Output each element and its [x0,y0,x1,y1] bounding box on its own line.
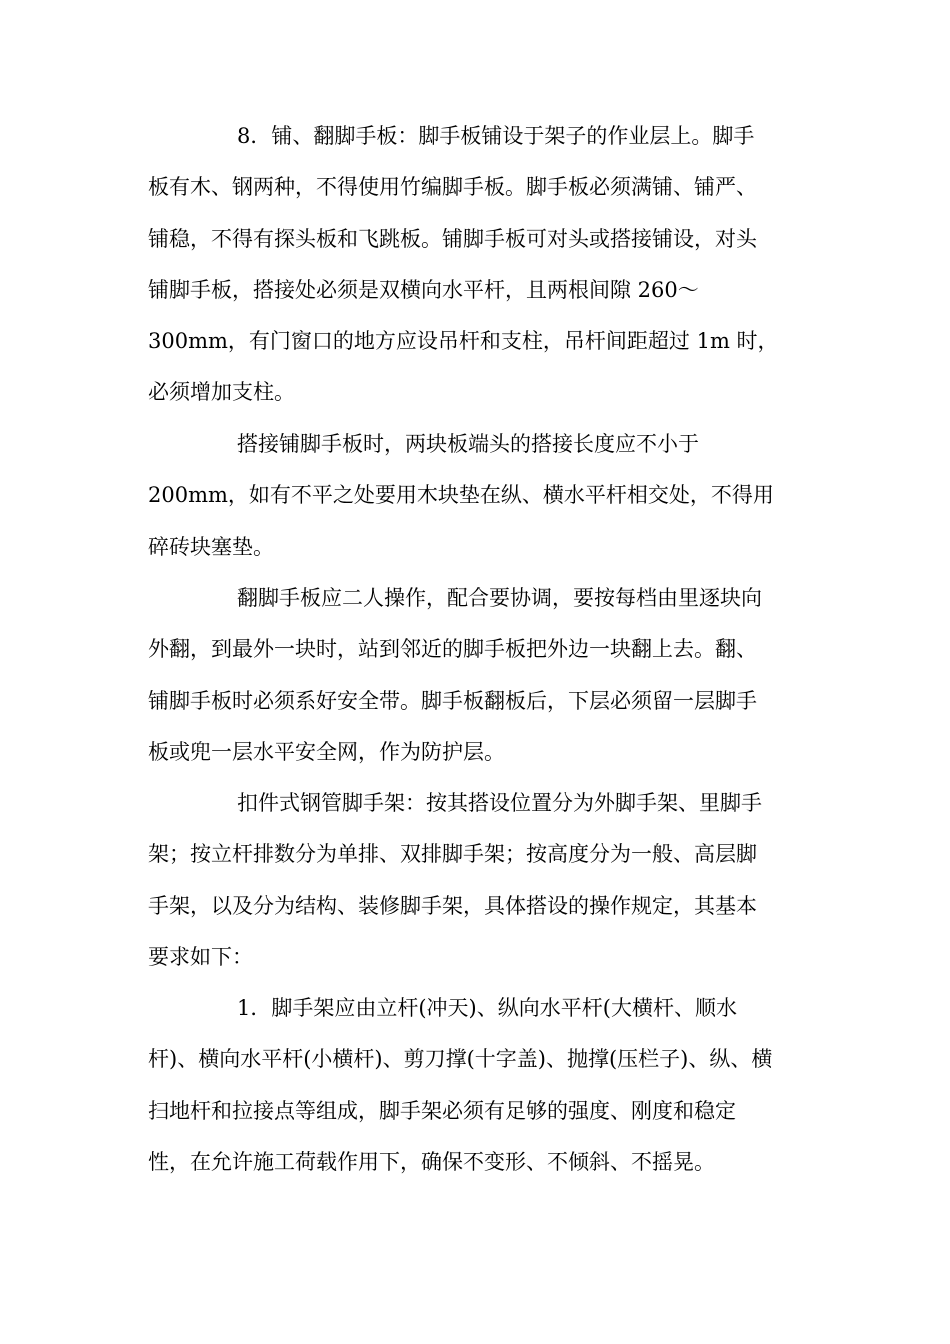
text-line: 扫地杆和拉接点等组成，脚手架必须有足够的强度、刚度和稳定 [148,1098,736,1123]
text-line: 8．铺、翻脚手板：脚手板铺设于架子的作业层上。脚手 [237,124,755,148]
text-line: 杆)、横向水平杆(小横杆)、剪刀撑(十字盖)、抛撑(压栏子)、纵、横 [148,1047,773,1072]
text-line: 手架，以及分为结构、装修脚手架，具体搭设的操作规定，其基本 [148,893,757,918]
paragraph-3 [148,573,808,778]
text-line: 200mm，如有不平之处要用木块垫在纵、横水平杆相交处，不得用 [148,483,774,508]
text-line: 板有木、钢两种，不得使用竹编脚手板。脚手板必须满铺、铺严、 [148,175,757,200]
text-line: 架；按立杆排数分为单排、双排脚手架；按高度分为一般、高层脚 [148,842,757,867]
text-line: 翻脚手板应二人操作，配合要协调，要按每档由里逐块向 [237,586,762,610]
text-line: 必须增加支柱。 [148,380,295,405]
text-line: 外翻，到最外一块时，站到邻近的脚手板把外边一块翻上去。翻、 [148,637,757,662]
paragraph-4 [148,778,808,983]
text-line: 性，在允许施工荷载作用下，确保不变形、不倾斜、不摇晃。 [148,1149,715,1174]
paragraph-5 [148,983,808,1188]
paragraph-1 [148,111,808,419]
paragraph-2 [148,419,808,573]
text-line: 搭接铺脚手板时，两块板端头的搭接长度应不小于 [237,432,699,456]
text-line: 扣件式钢管脚手架：按其搭设位置分为外脚手架、里脚手 [237,791,762,815]
text-line: 要求如下： [148,944,253,969]
text-line: 铺脚手板时必须系好安全带。脚手板翻板后，下层必须留一层脚手 [148,688,757,713]
text-line: 1．脚手架应由立杆(冲天)、纵向水平杆(大横杆、顺水 [237,996,737,1020]
text-line: 碎砖块塞垫。 [148,534,274,559]
text-line: 铺脚手板，搭接处必须是双横向水平杆，且两根间隙 260～ [148,277,699,302]
text-line: 铺稳，不得有探头板和飞跳板。铺脚手板可对头或搭接铺设，对头 [148,226,757,251]
text-line: 板或兜一层水平安全网，作为防护层。 [148,739,505,764]
text-line: 300mm，有门窗口的地方应设吊杆和支柱，吊杆间距超过 1m 时， [148,329,779,354]
